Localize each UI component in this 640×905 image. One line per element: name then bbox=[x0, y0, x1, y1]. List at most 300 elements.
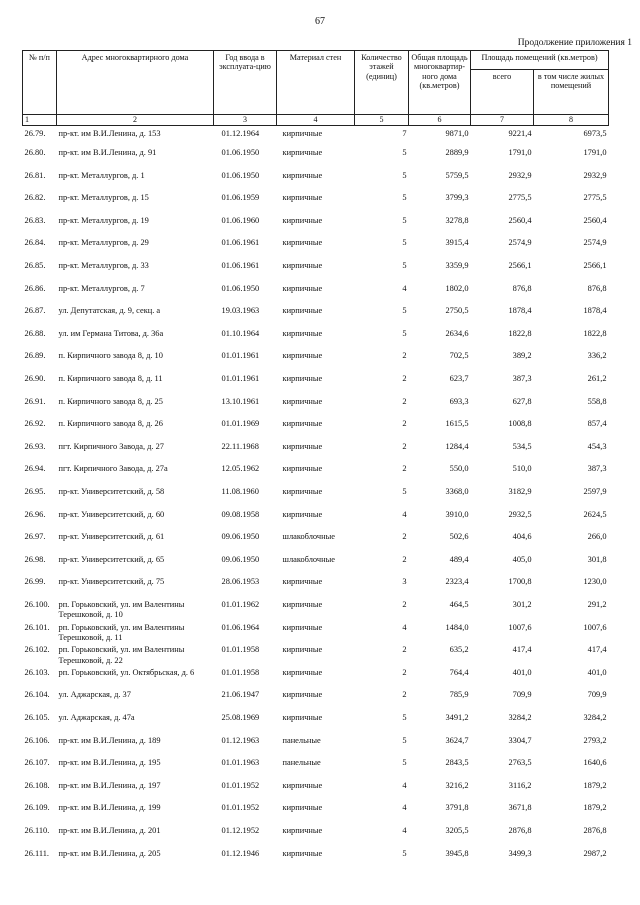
total-area-cell: 1284,4 bbox=[445, 441, 469, 451]
living-area-cell: 709,9 bbox=[587, 690, 607, 700]
wall-material-cell: кирпичные bbox=[282, 193, 323, 203]
premises-total-cell: 2574,9 bbox=[508, 238, 532, 248]
total-area-cell: 1615,5 bbox=[445, 419, 469, 429]
table-row bbox=[23, 600, 609, 623]
commission-date-cell: 09.08.1958 bbox=[221, 509, 260, 519]
commission-date-cell: 01.06.1950 bbox=[221, 283, 260, 293]
row-number: 26.93. bbox=[24, 441, 46, 451]
premises-total-cell: 2560,4 bbox=[508, 215, 532, 225]
wall-material-cell: кирпичные bbox=[282, 509, 323, 519]
commission-date-cell: 01.12.1946 bbox=[221, 848, 260, 858]
living-area-cell: 401,0 bbox=[587, 667, 607, 677]
column-number: 1 bbox=[23, 115, 57, 126]
wall-material-cell: кирпичные bbox=[282, 577, 323, 587]
address-cell: ул. Депутатская, д. 9, секц. а bbox=[58, 306, 161, 316]
address-cell: пр-кт. Металлургов, д. 15 bbox=[58, 193, 149, 203]
table-row bbox=[23, 826, 609, 849]
floors-cell: 5 bbox=[402, 848, 407, 858]
premises-total-cell: 404,6 bbox=[512, 532, 532, 542]
living-area-cell: 291,2 bbox=[587, 599, 607, 609]
living-area-cell: 1007,6 bbox=[583, 622, 607, 632]
total-area-cell: 623,7 bbox=[449, 374, 469, 384]
premises-total-cell: 3499,3 bbox=[508, 848, 532, 858]
address-cell: рп. Горьковский, ул. им Валентины Терешковой, д. 22 bbox=[58, 645, 185, 665]
living-area-cell: 1791,0 bbox=[583, 148, 607, 158]
floors-cell: 4 bbox=[402, 283, 407, 293]
living-area-cell: 2560,4 bbox=[583, 215, 607, 225]
header-year: Год ввода в эксплуата-цию bbox=[214, 51, 277, 115]
wall-material-cell: кирпичные bbox=[282, 712, 323, 722]
premises-total-cell: 534,5 bbox=[512, 441, 532, 451]
address-cell: пр-кт. им В.И.Ленина, д. 199 bbox=[58, 803, 161, 813]
row-number: 26.80. bbox=[24, 148, 46, 158]
commission-date-cell: 01.06.1964 bbox=[221, 622, 260, 632]
address-cell: ул. им Германа Титова, д. 36а bbox=[58, 328, 164, 338]
row-number: 26.98. bbox=[24, 554, 46, 564]
total-area-cell: 3216,2 bbox=[445, 780, 469, 790]
wall-material-cell: кирпичные bbox=[282, 441, 323, 451]
address-cell: пр-кт. им В.И.Ленина, д. 197 bbox=[58, 780, 161, 790]
address-cell: пр-кт. Металлургов, д. 33 bbox=[58, 261, 149, 271]
commission-date-cell: 13.10.1961 bbox=[221, 396, 260, 406]
table-row bbox=[23, 419, 609, 442]
commission-date-cell: 01.06.1950 bbox=[221, 148, 260, 158]
header-premises-area: Площадь помещений (кв.метров) bbox=[471, 51, 609, 70]
address-cell: пр-кт. Металлургов, д. 19 bbox=[58, 215, 149, 225]
total-area-cell: 2889,9 bbox=[445, 148, 469, 158]
wall-material-cell: шлакоблочные bbox=[282, 554, 335, 564]
commission-date-cell: 01.06.1961 bbox=[221, 261, 260, 271]
living-area-cell: 2932,9 bbox=[583, 170, 607, 180]
living-area-cell: 261,2 bbox=[587, 374, 607, 384]
total-area-cell: 550,0 bbox=[449, 464, 469, 474]
living-area-cell: 2624,5 bbox=[583, 509, 607, 519]
wall-material-cell: шлакоблочные bbox=[282, 532, 335, 542]
floors-cell: 5 bbox=[402, 170, 407, 180]
premises-total-cell: 405,0 bbox=[512, 554, 532, 564]
address-cell: рп. Горьковский, ул. Октябрьская, д. 6 bbox=[58, 667, 195, 677]
living-area-cell: 266,0 bbox=[587, 532, 607, 542]
row-number: 26.97. bbox=[24, 532, 46, 542]
premises-total-cell: 301,2 bbox=[512, 599, 532, 609]
floors-cell: 5 bbox=[402, 328, 407, 338]
wall-material-cell: кирпичные bbox=[282, 261, 323, 271]
premises-total-cell: 3304,7 bbox=[508, 735, 532, 745]
wall-material-cell: кирпичные bbox=[282, 170, 323, 180]
wall-material-cell: кирпичные bbox=[282, 148, 323, 158]
table-row bbox=[23, 623, 609, 646]
wall-material-cell: кирпичные bbox=[282, 328, 323, 338]
total-area-cell: 785,9 bbox=[449, 690, 469, 700]
premises-total-cell: 876,8 bbox=[512, 283, 532, 293]
total-area-cell: 3624,7 bbox=[445, 735, 469, 745]
wall-material-cell: кирпичные bbox=[282, 374, 323, 384]
address-cell: п. Кирпичного завода 8, д. 26 bbox=[58, 419, 163, 429]
wall-material-cell: кирпичные bbox=[282, 599, 323, 609]
address-cell: пр-кт. Металлургов, д. 7 bbox=[58, 283, 145, 293]
floors-cell: 4 bbox=[402, 803, 407, 813]
table-row bbox=[23, 351, 609, 374]
table-row bbox=[23, 238, 609, 261]
floors-cell: 5 bbox=[402, 712, 407, 722]
floors-cell: 5 bbox=[402, 758, 407, 768]
column-number: 6 bbox=[409, 115, 471, 126]
total-area-cell: 3945,8 bbox=[445, 848, 469, 858]
premises-total-cell: 3284,2 bbox=[508, 712, 532, 722]
floors-cell: 2 bbox=[402, 690, 407, 700]
address-cell: п. Кирпичного завода 8, д. 11 bbox=[58, 374, 163, 384]
living-area-cell: 857,4 bbox=[587, 419, 607, 429]
table-row bbox=[23, 690, 609, 713]
header-num: № п/п bbox=[23, 51, 57, 115]
page-number: 67 bbox=[315, 16, 325, 27]
floors-cell: 3 bbox=[402, 577, 407, 587]
address-cell: пр-кт. им В.И.Ленина, д. 201 bbox=[58, 825, 161, 835]
living-area-cell: 1230,0 bbox=[583, 577, 607, 587]
total-area-cell: 489,4 bbox=[449, 554, 469, 564]
table-row bbox=[23, 555, 609, 578]
header-material: Материал стен bbox=[277, 51, 355, 115]
living-area-cell: 2775,5 bbox=[583, 193, 607, 203]
wall-material-cell: кирпичные bbox=[282, 780, 323, 790]
floors-cell: 5 bbox=[402, 193, 407, 203]
table-row bbox=[23, 464, 609, 487]
living-area-cell: 417,4 bbox=[587, 645, 607, 655]
table-row bbox=[23, 645, 609, 668]
total-area-cell: 3491,2 bbox=[445, 712, 469, 722]
address-cell: пр-кт. им В.И.Ленина, д. 91 bbox=[58, 148, 157, 158]
address-cell: пгт. Кирпичного Завода, д. 27а bbox=[58, 464, 168, 474]
row-number: 26.99. bbox=[24, 577, 46, 587]
table-row bbox=[23, 803, 609, 826]
premises-total-cell: 1007,6 bbox=[508, 622, 532, 632]
row-number: 26.91. bbox=[24, 396, 46, 406]
floors-cell: 2 bbox=[402, 532, 407, 542]
floors-cell: 5 bbox=[402, 148, 407, 158]
table-row bbox=[23, 713, 609, 736]
wall-material-cell: кирпичные bbox=[282, 690, 323, 700]
total-area-cell: 3910,0 bbox=[445, 509, 469, 519]
total-area-cell: 1802,0 bbox=[445, 283, 469, 293]
floors-cell: 7 bbox=[402, 129, 407, 138]
address-cell: пр-кт. Металлургов, д. 1 bbox=[58, 170, 145, 180]
total-area-cell: 2843,5 bbox=[445, 758, 469, 768]
row-number: 26.83. bbox=[24, 215, 46, 225]
continuation-note: Продолжение приложения 1 bbox=[517, 38, 632, 48]
row-number: 26.89. bbox=[24, 351, 46, 361]
floors-cell: 2 bbox=[402, 441, 407, 451]
address-cell: рп. Горьковский, ул. им Валентины Терешковой, д. 10 bbox=[58, 599, 185, 620]
floors-cell: 2 bbox=[402, 374, 407, 384]
wall-material-cell: кирпичные bbox=[282, 622, 323, 632]
column-number: 5 bbox=[355, 115, 409, 126]
table-row bbox=[23, 374, 609, 397]
floors-cell: 2 bbox=[402, 554, 407, 564]
total-area-cell: 3368,0 bbox=[445, 487, 469, 496]
header-premises-living: в том числе жилых помещений bbox=[534, 70, 609, 115]
wall-material-cell: кирпичные bbox=[282, 464, 323, 474]
living-area-cell: 454,3 bbox=[587, 441, 607, 451]
commission-date-cell: 01.01.1952 bbox=[221, 803, 260, 813]
address-cell: пр-кт. Университетский, д. 60 bbox=[58, 509, 165, 519]
commission-date-cell: 01.06.1961 bbox=[221, 238, 260, 248]
commission-date-cell: 01.10.1964 bbox=[221, 328, 260, 338]
table-row bbox=[23, 216, 609, 239]
table-row bbox=[23, 781, 609, 804]
table-row bbox=[23, 487, 609, 510]
table-row bbox=[23, 532, 609, 555]
row-number: 26.84. bbox=[24, 238, 46, 248]
wall-material-cell: кирпичные bbox=[282, 487, 323, 496]
living-area-cell: 876,8 bbox=[587, 283, 607, 293]
column-number: 7 bbox=[471, 115, 534, 126]
premises-total-cell: 3671,8 bbox=[508, 803, 532, 813]
column-number: 3 bbox=[214, 115, 277, 126]
wall-material-cell: панельные bbox=[282, 735, 321, 745]
living-area-cell: 336,2 bbox=[587, 351, 607, 361]
wall-material-cell: кирпичные bbox=[282, 129, 323, 138]
floors-cell: 2 bbox=[402, 645, 407, 655]
total-area-cell: 464,5 bbox=[449, 599, 469, 609]
living-area-cell: 1878,4 bbox=[583, 306, 607, 316]
table-row bbox=[23, 510, 609, 533]
wall-material-cell: кирпичные bbox=[282, 825, 323, 835]
commission-date-cell: 01.06.1959 bbox=[221, 193, 260, 203]
address-cell: рп. Горьковский, ул. им Валентины Терешковой, д. 11 bbox=[58, 622, 185, 643]
floors-cell: 2 bbox=[402, 351, 407, 361]
premises-total-cell: 2876,8 bbox=[508, 825, 532, 835]
address-cell: пр-кт. Университетский, д. 75 bbox=[58, 577, 165, 587]
row-number: 26.110. bbox=[24, 825, 50, 835]
living-area-cell: 301,8 bbox=[587, 554, 607, 564]
wall-material-cell: кирпичные bbox=[282, 238, 323, 248]
address-cell: пр-кт. им В.И.Ленина, д. 195 bbox=[58, 758, 161, 768]
row-number: 26.95. bbox=[24, 487, 46, 496]
premises-total-cell: 2932,5 bbox=[508, 509, 532, 519]
column-number-row bbox=[23, 115, 609, 126]
premises-total-cell: 1822,8 bbox=[508, 328, 532, 338]
header-premises-total: всего bbox=[471, 70, 534, 115]
floors-cell: 4 bbox=[402, 622, 407, 632]
premises-total-cell: 1008,8 bbox=[508, 419, 532, 429]
table-body bbox=[23, 126, 609, 872]
address-cell: пр-кт. Университетский, д. 58 bbox=[58, 487, 165, 496]
wall-material-cell: кирпичные bbox=[282, 283, 323, 293]
address-cell: ул. Аджарская, д. 47а bbox=[58, 712, 135, 722]
premises-total-cell: 401,0 bbox=[512, 667, 532, 677]
wall-material-cell: кирпичные bbox=[282, 645, 323, 655]
total-area-cell: 635,2 bbox=[449, 645, 469, 655]
living-area-cell: 558,8 bbox=[587, 396, 607, 406]
living-area-cell: 1879,2 bbox=[583, 780, 607, 790]
premises-total-cell: 417,4 bbox=[512, 645, 532, 655]
premises-total-cell: 3182,9 bbox=[508, 487, 532, 496]
row-number: 26.104. bbox=[24, 690, 50, 700]
commission-date-cell: 25.08.1969 bbox=[221, 712, 260, 722]
total-area-cell: 2750,5 bbox=[445, 306, 469, 316]
table-row bbox=[23, 148, 609, 171]
premises-total-cell: 9221,4 bbox=[508, 129, 532, 138]
row-number: 26.101. bbox=[24, 622, 50, 632]
commission-date-cell: 01.01.1962 bbox=[221, 599, 260, 609]
wall-material-cell: кирпичные bbox=[282, 803, 323, 813]
floors-cell: 4 bbox=[402, 825, 407, 835]
wall-material-cell: кирпичные bbox=[282, 848, 323, 858]
wall-material-cell: кирпичные bbox=[282, 667, 323, 677]
row-number: 26.108. bbox=[24, 780, 50, 790]
wall-material-cell: кирпичные bbox=[282, 419, 323, 429]
total-area-cell: 3915,4 bbox=[445, 238, 469, 248]
premises-total-cell: 2775,5 bbox=[508, 193, 532, 203]
address-cell: пгт. Кирпичного Завода, д. 27 bbox=[58, 441, 164, 451]
wall-material-cell: кирпичные bbox=[282, 396, 323, 406]
table-row bbox=[23, 849, 609, 872]
total-area-cell: 2323,4 bbox=[445, 577, 469, 587]
table-row bbox=[23, 397, 609, 420]
wall-material-cell: кирпичные bbox=[282, 306, 323, 316]
column-number: 8 bbox=[534, 115, 609, 126]
living-area-cell: 1640,6 bbox=[583, 758, 607, 768]
address-cell: ул. Аджарская, д. 37 bbox=[58, 690, 131, 700]
total-area-cell: 3799,3 bbox=[445, 193, 469, 203]
total-area-cell: 3278,8 bbox=[445, 215, 469, 225]
premises-total-cell: 510,0 bbox=[512, 464, 532, 474]
premises-total-cell: 2932,9 bbox=[508, 170, 532, 180]
total-area-cell: 693,3 bbox=[449, 396, 469, 406]
row-number: 26.90. bbox=[24, 374, 46, 384]
commission-date-cell: 09.06.1950 bbox=[221, 532, 260, 542]
floors-cell: 2 bbox=[402, 464, 407, 474]
commission-date-cell: 01.12.1952 bbox=[221, 825, 260, 835]
row-number: 26.86. bbox=[24, 283, 46, 293]
row-number: 26.94. bbox=[24, 464, 46, 474]
row-number: 26.92. bbox=[24, 419, 46, 429]
total-area-cell: 2634,6 bbox=[445, 328, 469, 338]
floors-cell: 5 bbox=[402, 487, 407, 496]
floors-cell: 2 bbox=[402, 599, 407, 609]
table-row bbox=[23, 261, 609, 284]
premises-total-cell: 387,3 bbox=[512, 374, 532, 384]
row-number: 26.81. bbox=[24, 170, 46, 180]
apartment-buildings-table bbox=[22, 50, 609, 871]
commission-date-cell: 01.12.1964 bbox=[221, 129, 260, 138]
premises-total-cell: 389,2 bbox=[512, 351, 532, 361]
total-area-cell: 5759,5 bbox=[445, 170, 469, 180]
total-area-cell: 702,5 bbox=[449, 351, 469, 361]
commission-date-cell: 01.01.1969 bbox=[221, 419, 260, 429]
row-number: 26.107. bbox=[24, 758, 50, 768]
premises-total-cell: 627,8 bbox=[512, 396, 532, 406]
total-area-cell: 9871,0 bbox=[445, 129, 469, 138]
living-area-cell: 2793,2 bbox=[583, 735, 607, 745]
table-row bbox=[23, 668, 609, 691]
commission-date-cell: 19.03.1963 bbox=[221, 306, 260, 316]
row-number: 26.85. bbox=[24, 261, 46, 271]
floors-cell: 2 bbox=[402, 396, 407, 406]
row-number: 26.100. bbox=[24, 599, 50, 609]
commission-date-cell: 21.06.1947 bbox=[221, 690, 260, 700]
row-number: 26.102. bbox=[24, 645, 50, 655]
commission-date-cell: 01.01.1952 bbox=[221, 780, 260, 790]
total-area-cell: 3205,5 bbox=[445, 825, 469, 835]
commission-date-cell: 09.06.1950 bbox=[221, 554, 260, 564]
total-area-cell: 3791,8 bbox=[445, 803, 469, 813]
row-number: 26.109. bbox=[24, 803, 50, 813]
living-area-cell: 2566,1 bbox=[583, 261, 607, 271]
premises-total-cell: 709,9 bbox=[512, 690, 532, 700]
address-cell: пр-кт. Металлургов, д. 29 bbox=[58, 238, 149, 248]
floors-cell: 5 bbox=[402, 735, 407, 745]
address-cell: пр-кт. им В.И.Ленина, д. 153 bbox=[58, 129, 161, 138]
header-address: Адрес многоквартирного дома bbox=[57, 51, 214, 115]
table-row bbox=[23, 329, 609, 352]
commission-date-cell: 12.05.1962 bbox=[221, 464, 260, 474]
row-number: 26.88. bbox=[24, 328, 46, 338]
column-number: 4 bbox=[277, 115, 355, 126]
living-area-cell: 1879,2 bbox=[583, 803, 607, 813]
living-area-cell: 2574,9 bbox=[583, 238, 607, 248]
floors-cell: 5 bbox=[402, 261, 407, 271]
living-area-cell: 2597,9 bbox=[583, 487, 607, 496]
commission-date-cell: 01.01.1958 bbox=[221, 667, 260, 677]
floors-cell: 2 bbox=[402, 419, 407, 429]
table-row bbox=[23, 284, 609, 307]
commission-date-cell: 01.01.1961 bbox=[221, 374, 260, 384]
total-area-cell: 502,6 bbox=[449, 532, 469, 542]
living-area-cell: 6973,5 bbox=[583, 129, 607, 138]
commission-date-cell: 01.01.1958 bbox=[221, 645, 260, 655]
floors-cell: 5 bbox=[402, 306, 407, 316]
address-cell: п. Кирпичного завода 8, д. 25 bbox=[58, 396, 163, 406]
floors-cell: 5 bbox=[402, 238, 407, 248]
table-row bbox=[23, 758, 609, 781]
floors-cell: 2 bbox=[402, 667, 407, 677]
row-number: 26.106. bbox=[24, 735, 50, 745]
premises-total-cell: 1700,8 bbox=[508, 577, 532, 587]
row-number: 26.105. bbox=[24, 712, 50, 722]
table-row bbox=[23, 736, 609, 759]
premises-total-cell: 3116,2 bbox=[508, 780, 532, 790]
living-area-cell: 3284,2 bbox=[583, 712, 607, 722]
premises-total-cell: 1791,0 bbox=[508, 148, 532, 158]
row-number: 26.96. bbox=[24, 509, 46, 519]
total-area-cell: 3359,9 bbox=[445, 261, 469, 271]
premises-total-cell: 2566,1 bbox=[508, 261, 532, 271]
premises-total-cell: 2763,5 bbox=[508, 758, 532, 768]
commission-date-cell: 01.06.1960 bbox=[221, 215, 260, 225]
header-floors: Количество этажей (единиц) bbox=[355, 51, 409, 115]
table-row bbox=[23, 126, 609, 149]
living-area-cell: 387,3 bbox=[587, 464, 607, 474]
living-area-cell: 2987,2 bbox=[583, 848, 607, 858]
commission-date-cell: 11.08.1960 bbox=[221, 487, 259, 496]
row-number: 26.111. bbox=[24, 848, 50, 858]
total-area-cell: 764,4 bbox=[449, 667, 469, 677]
table-row bbox=[23, 577, 609, 600]
row-number: 26.87. bbox=[24, 306, 46, 316]
row-number: 26.103. bbox=[24, 667, 50, 677]
living-area-cell: 1822,8 bbox=[583, 328, 607, 338]
wall-material-cell: кирпичные bbox=[282, 215, 323, 225]
commission-date-cell: 01.12.1963 bbox=[221, 735, 260, 745]
table-row bbox=[23, 442, 609, 465]
commission-date-cell: 22.11.1968 bbox=[221, 441, 259, 451]
address-cell: пр-кт. им В.И.Ленина, д. 189 bbox=[58, 735, 161, 745]
address-cell: пр-кт. им В.И.Ленина, д. 205 bbox=[58, 848, 161, 858]
premises-total-cell: 1878,4 bbox=[508, 306, 532, 316]
living-area-cell: 2876,8 bbox=[583, 825, 607, 835]
column-number: 2 bbox=[57, 115, 214, 126]
